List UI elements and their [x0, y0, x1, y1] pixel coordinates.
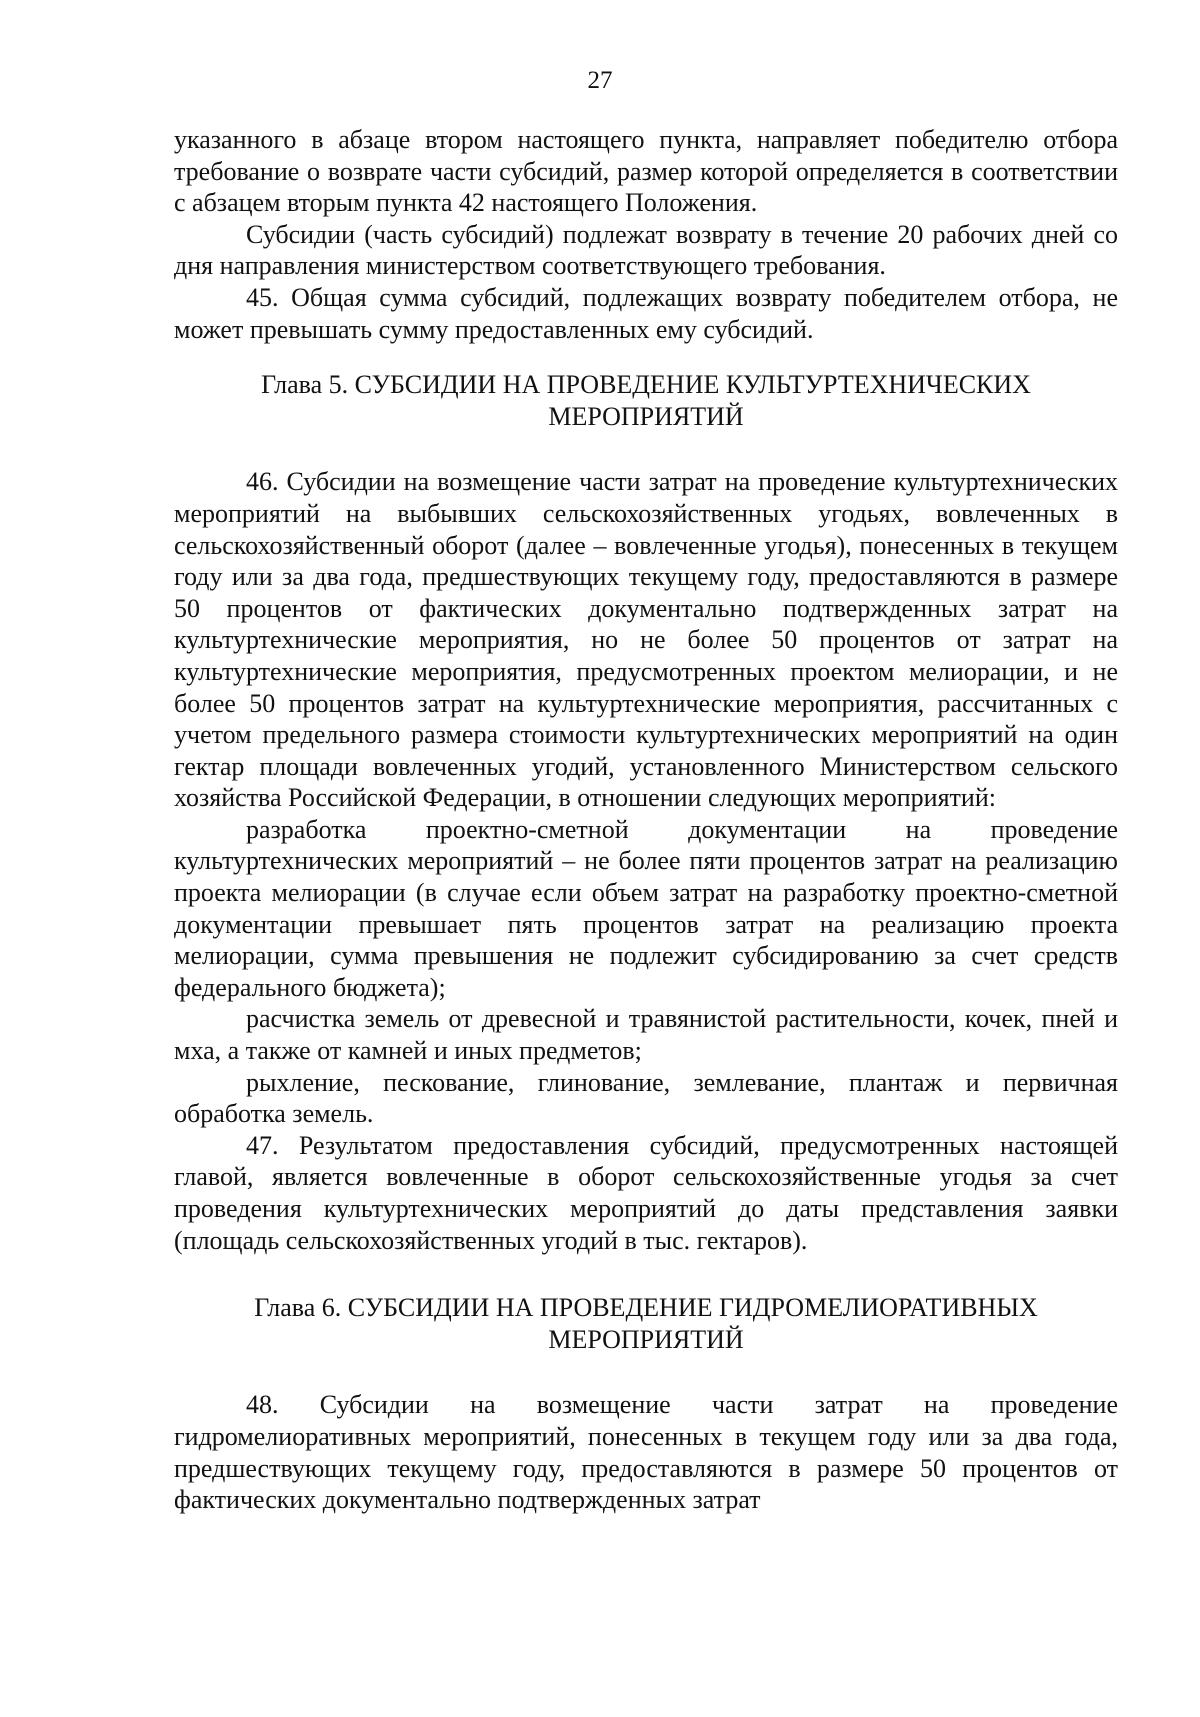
chapter-5-heading — [174, 369, 1118, 432]
paragraph-45: 45. Общая сумма субсидий, подлежащих возврату победителем отбора, не может превышать сумму предоставленных ему субсидий. — [174, 282, 1118, 344]
chapter-6-heading-line-1: Глава 6. СУБСИДИИ НА ПРОВЕДЕНИЕ ГИДРОМЕЛИОРАТИВНЫХ — [254, 1293, 1038, 1323]
chapter-5-heading-line-1: Глава 5. СУБСИДИИ НА ПРОВЕДЕНИЕ КУЛЬТУРТЕХНИЧЕСКИХ — [261, 370, 1031, 400]
paragraph-48: 48. Субсидии на возмещение части затрат на проведение гидромелиоративных мероприятий, понесенных в текущем году или за два года, предшествующих текущему году, предоставляются в размере 50 процентов от фактических документально подтвержденных затрат — [174, 1390, 1118, 1515]
paragraph-continuation: указанного в абзаце втором настоящего пункта, направляет победителю отбора требование о возврате части субсидий, размер которой определяется в соответствии с абзацем вторым пункта 42 настоящего Положения. — [174, 125, 1118, 218]
paragraph-46-item-design: разработка проектно-сметной документации на проведение культуртехнических мероприятий – не более пяти процентов затрат на реализацию проекта мелиорации (в случае если объем затрат на разработку проектно-сметной документации превышает пять процентов затрат на реализацию проекта мелиорации, сумма превышения не подлежит субсидированию за счет средств федерального бюджета); — [174, 814, 1118, 1002]
paragraph-46-item-loosening: рыхление, пескование, глинование, землевание, плантаж и первичная обработка земель. — [174, 1067, 1118, 1129]
chapter-5-heading-line-2: МЕРОПРИЯТИЙ — [548, 401, 744, 431]
page-number: 27 — [587, 67, 613, 94]
paragraph-refund-deadline: Субсидии (часть субсидий) подлежат возврату в течение 20 рабочих дней со дня направления министерством соответствующего требования. — [174, 219, 1118, 281]
document-body — [174, 124, 1118, 1516]
chapter-6-heading-line-2: МЕРОПРИЯТИЙ — [548, 1324, 744, 1354]
paragraph-46: 46. Субсидии на возмещение части затрат на проведение культуртехнических мероприятий на выбывших сельскохозяйственных угодьях, вовлеченных в сельскохозяйственный оборот (далее – вовлеченные угодья), понесенных в текущем году или за два года, предшествующих текущему году, предоставляются в размере 50 процентов от фактических документально подтвержденных затрат на культуртехнические мероприятия, но не более 50 процентов от затрат на культуртехнические мероприятия, предусмотренных проектом мелиорации, и не более 50 процентов затрат на культуртехнические мероприятия, рассчитанных с учетом предельного размера стоимости культуртехнических мероприятий на один гектар площади вовлеченных угодий, установленного Министерством сельского хозяйства Российской Федерации, в отношении следующих мероприятий: — [174, 467, 1118, 813]
paragraph-47: 47. Результатом предоставления субсидий, предусмотренных настоящей главой, является вовлеченные в оборот сельскохозяйственные угодья за счет проведения культуртехнических мероприятий до даты представления заявки (площадь сельскохозяйственных угодий в тыс. гектаров). — [174, 1130, 1118, 1255]
chapter-6-heading — [174, 1292, 1118, 1355]
paragraph-46-item-clearing: расчистка земель от древесной и травянистой растительности, кочек, пней и мха, а также от камней и иных предметов; — [174, 1004, 1118, 1066]
